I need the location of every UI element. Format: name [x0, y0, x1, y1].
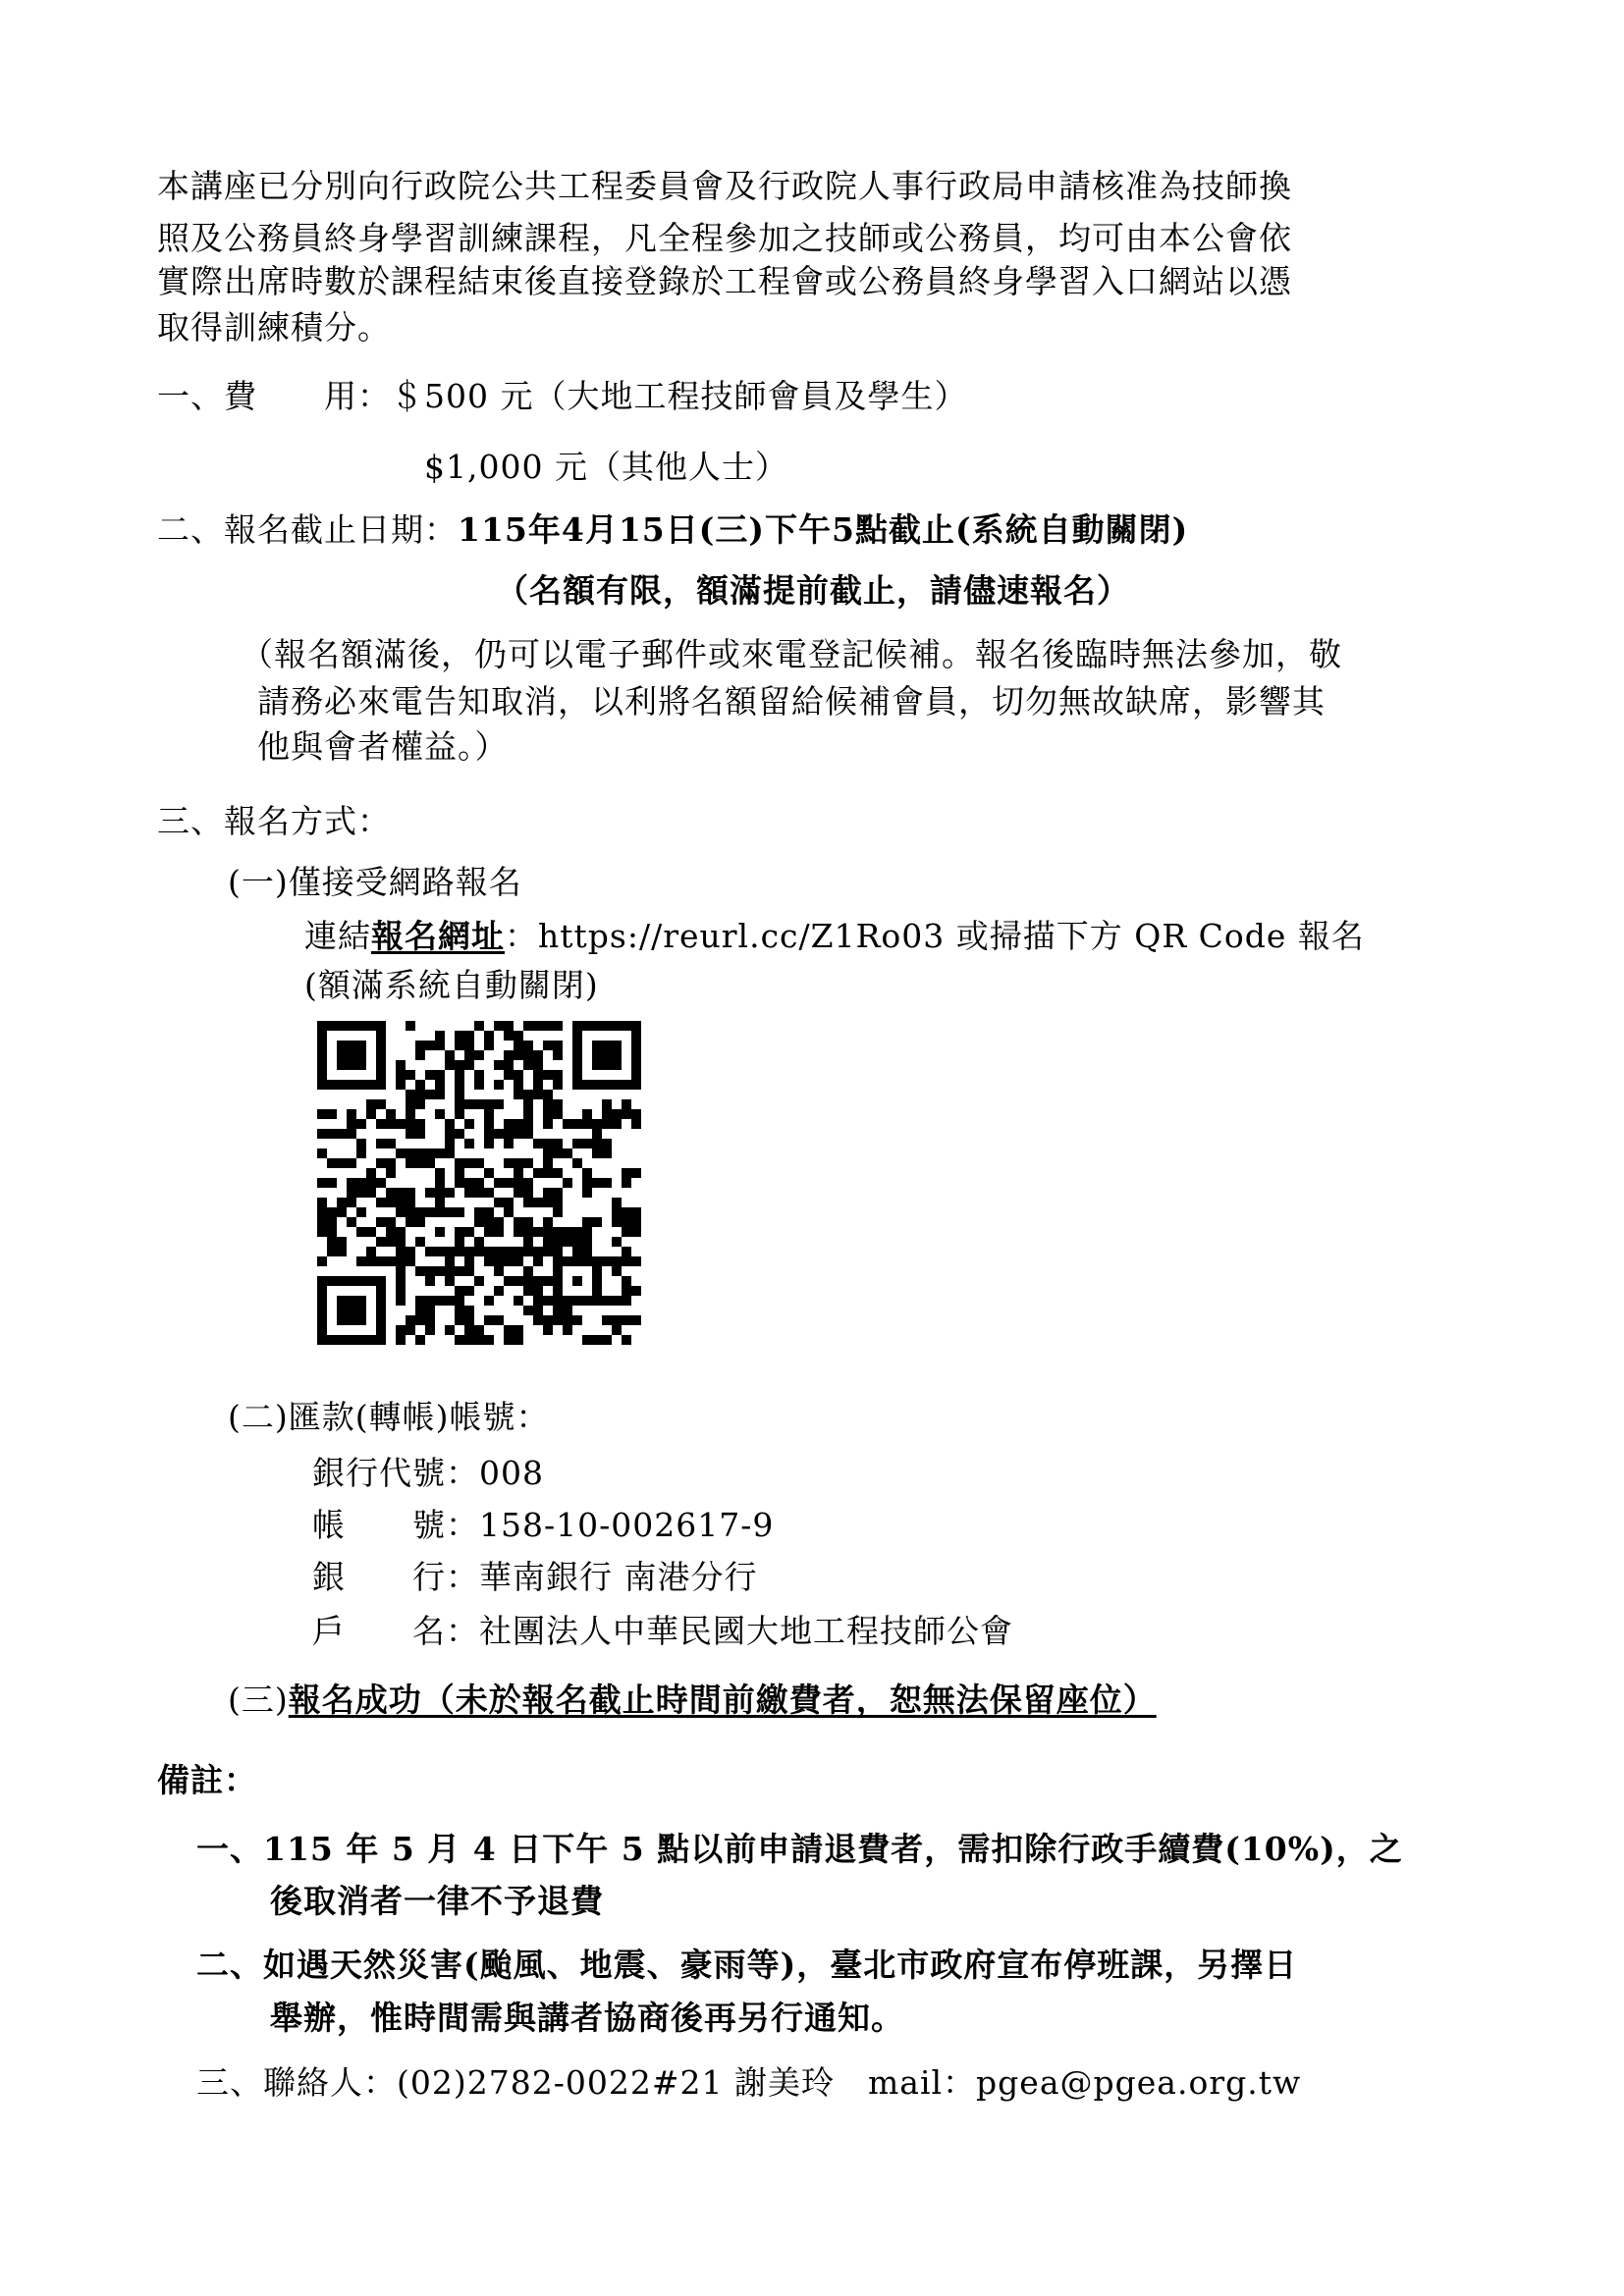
remark-2-line-2: 舉辦，惟時間需與講者協商後再另行通知。 [270, 1999, 904, 2037]
bank-code: 銀行代號：008 [312, 1454, 544, 1492]
registration-link-row [304, 915, 1365, 958]
deadline-value: 115年4月15日(三)下午5點截止(系統自動關閉) [458, 510, 1189, 549]
success-row [228, 1679, 1157, 1722]
waitlist-note-1: （報名額滿後，仍可以電子郵件或來電登記候補。報名後臨時無法參加，敬 [241, 635, 1342, 673]
deadline-label: 二、報名截止日期： [157, 510, 458, 549]
deadline-limit: （名額有限，額滿提前截止，請儘速報名） [496, 571, 1130, 610]
bank-title: (二)匯款(轉帳)帳號： [228, 1398, 550, 1436]
method-label: 三、報名方式： [157, 802, 391, 840]
fee-label: 一、費 用： [157, 377, 391, 415]
qr-code-icon[interactable] [317, 1021, 641, 1345]
link-prefix: 連結 [304, 917, 371, 955]
remark-1-line-1: 一、115 年 5 月 4 日下午 5 點以前申請退費者，需扣除行政手續費(10%)，之 [196, 1830, 1403, 1868]
waitlist-note-2: 請務必來電告知取消，以利將名額留給候補會員，切勿無故缺席，影響其 [257, 682, 1326, 721]
link-note: (額滿系統自動關閉) [304, 966, 599, 1004]
intro-line-3: 實際出席時數於課程結束後直接登錄於工程會或公務員終身學習入口網站以憑 [157, 262, 1292, 300]
contact-line: 三、聯絡人：(02)2782-0022#21 謝美玲 mail：pgea@pgea.org.tw [196, 2063, 1302, 2102]
bank-account: 帳 號：158-10-002617-9 [312, 1506, 775, 1544]
remarks-title: 備註： [157, 1761, 257, 1799]
account-holder: 戶 名：社團法人中華民國大地工程技師公會 [312, 1612, 1013, 1650]
success-prefix: (三) [228, 1681, 289, 1719]
fee-other: $1,000 元（其他人士） [424, 448, 788, 486]
fee-row [157, 375, 967, 418]
remark-1-line-2: 後取消者一律不予退費 [270, 1882, 604, 1920]
waitlist-note-3: 他與會者權益。） [257, 727, 509, 766]
fee-member: ＄500 元（大地工程技師會員及學生） [391, 377, 968, 415]
link-url[interactable]: ：https://reurl.cc/Z1Ro03 或掃描下方 QR Code 報名 [505, 917, 1365, 955]
remark-2-line-1: 二、如遇天然災害(颱風、地震、豪雨等)，臺北市政府宣布停班課，另擇日 [196, 1946, 1298, 1984]
intro-line-4: 取得訓練積分。 [157, 308, 391, 347]
online-title: (一)僅接受網路報名 [228, 863, 522, 901]
registration-link[interactable]: 報名網址 [371, 917, 505, 955]
bank-name: 銀 行：華南銀行 南港分行 [312, 1558, 758, 1596]
intro-line-2: 照及公務員終身學習訓練課程，凡全程參加之技師或公務員，均可由本公會依 [157, 219, 1292, 257]
intro-line-1: 本講座已分別向行政院公共工程委員會及行政院人事行政局申請核准為技師換 [157, 167, 1292, 205]
success-text: 報名成功（未於報名截止時間前繳費者，恕無法保留座位） [288, 1681, 1157, 1719]
deadline-row [157, 508, 1188, 552]
